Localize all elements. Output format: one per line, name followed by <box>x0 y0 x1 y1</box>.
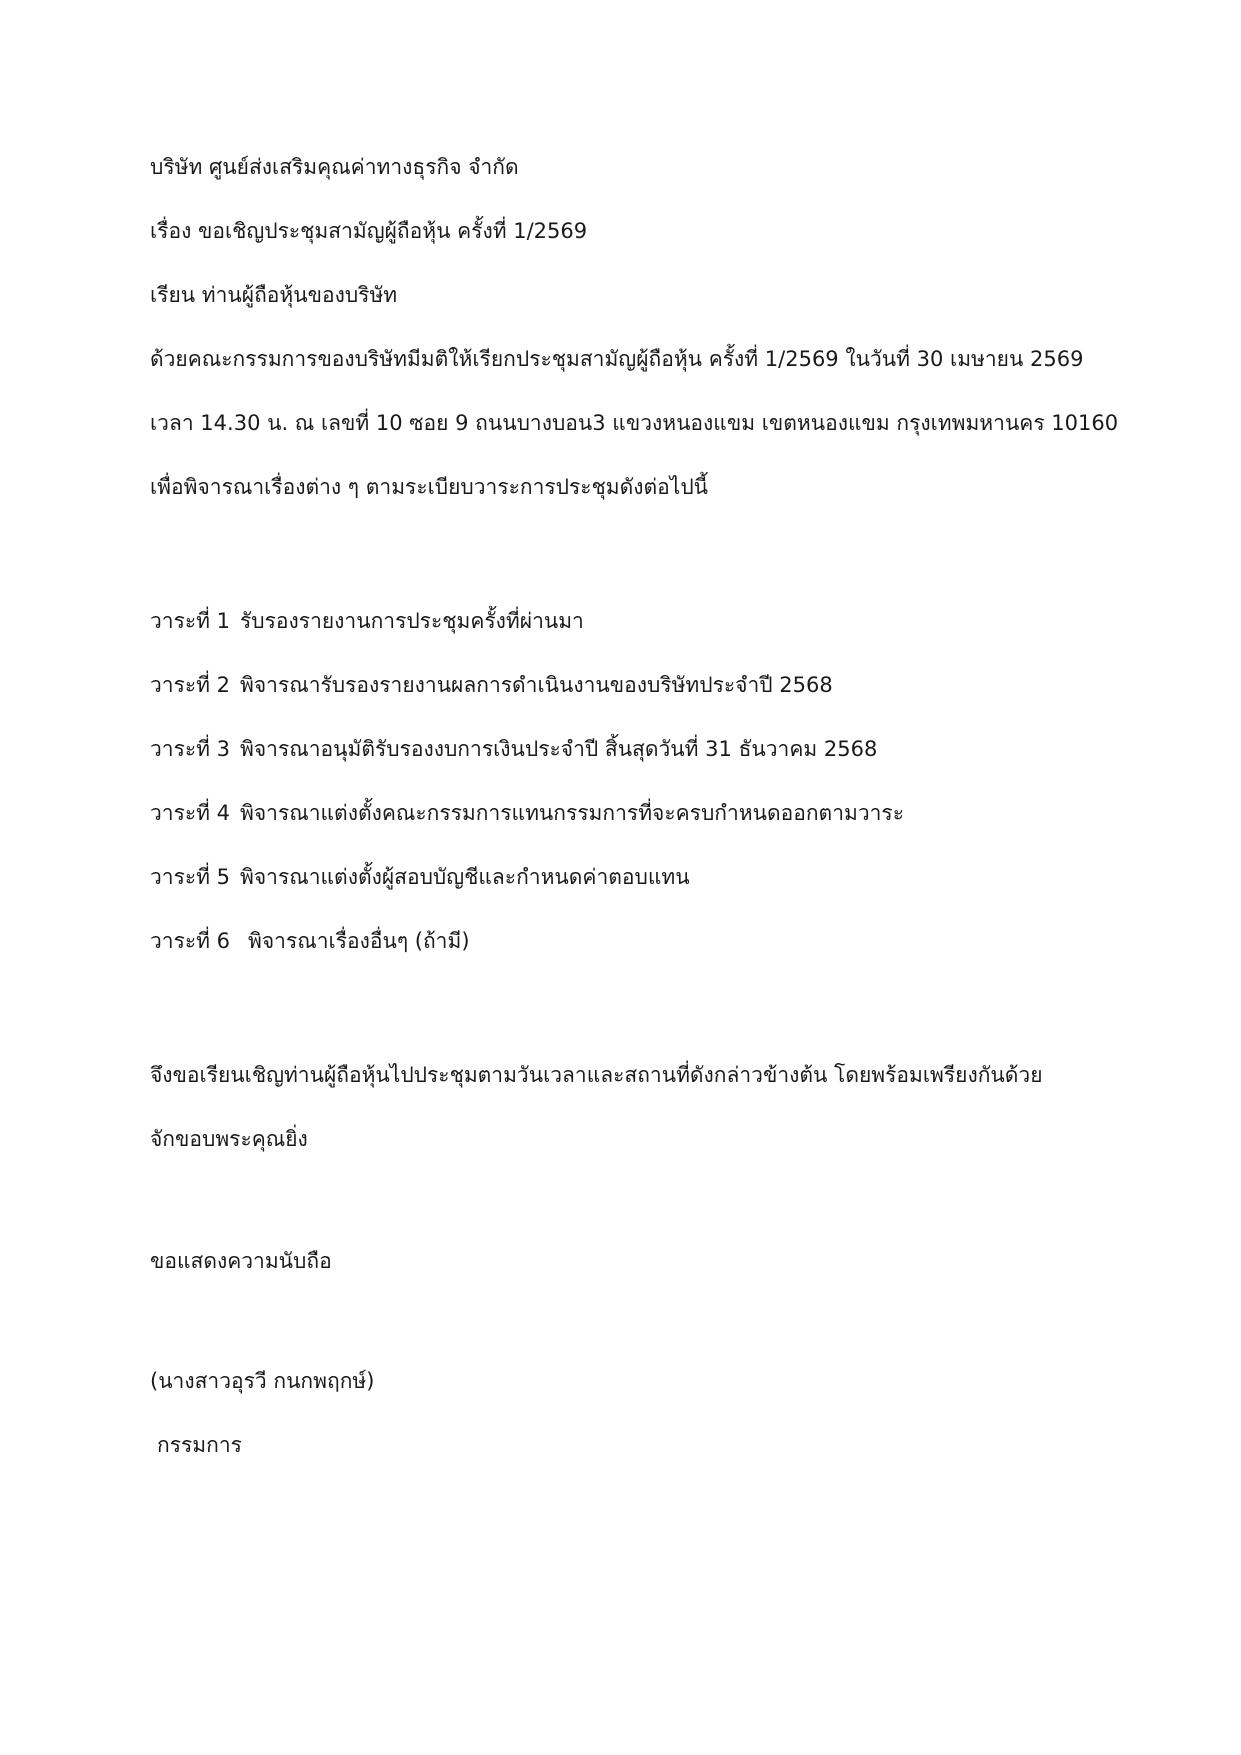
agenda-item-3 <box>150 734 877 764</box>
intro-line-1: ด้วยคณะกรรมการของบริษัทมีมติให้เรียกประชุมสามัญผู้ถือหุ้น ครั้งที่ 1/2569 ในวันที่ 30 เมษายน 2569 <box>150 347 1084 371</box>
agenda-item-4 <box>150 798 904 828</box>
closing-regards: ขอแสดงความนับถือ <box>150 1249 332 1273</box>
agenda-item-1-label: วาระที่ 1 <box>150 609 231 633</box>
agenda-item-5-label: วาระที่ 5 <box>150 865 231 889</box>
closing-invitation: จึงขอเรียนเชิญท่านผู้ถือหุ้นไปประชุมตามวันเวลาและสถานที่ดังกล่าวข้างต้น โดยพร้อมเพรียงกันด้วย <box>150 1063 1043 1087</box>
signatory-name: (นางสาวอุรวี กนกพฤกษ์) <box>150 1369 375 1393</box>
agenda-item-4-text: พิจารณาแต่งตั้งคณะกรรมการแทนกรรมการที่จะครบกำหนดออกตามวาระ <box>240 801 904 825</box>
company-name: บริษัท ศูนย์ส่งเสริมคุณค่าทางธุรกิจ จำกัด <box>150 155 519 179</box>
agenda-item-1 <box>150 606 584 636</box>
agenda-item-6-text: พิจารณาเรื่องอื่นๆ (ถ้ามี) <box>248 929 470 953</box>
agenda-item-6-label: วาระที่ 6 <box>150 929 231 953</box>
intro-line-3: เพื่อพิจารณาเรื่องต่าง ๆ ตามระเบียบวาระการประชุมดังต่อไปนี้ <box>150 475 709 499</box>
salutation-line: เรียน ท่านผู้ถือหุ้นของบริษัท <box>150 283 398 307</box>
agenda-item-5 <box>150 862 690 892</box>
signatory-position: กรรมการ <box>157 1433 242 1457</box>
agenda-item-5-text: พิจารณาแต่งตั้งผู้สอบบัญชีและกำหนดค่าตอบแทน <box>240 865 690 889</box>
agenda-item-2-text: พิจารณารับรองรายงานผลการดำเนินงานของบริษัทประจำปี 2568 <box>240 673 833 697</box>
intro-line-2: เวลา 14.30 น. ณ เลขที่ 10 ซอย 9 ถนนบางบอน3 แขวงหนองแขม เขตหนองแขม กรุงเทพมหานคร 10160 <box>150 411 1119 435</box>
agenda-item-3-text: พิจารณาอนุมัติรับรองงบการเงินประจำปี สิ้นสุดวันที่ 31 ธันวาคม 2568 <box>240 737 878 761</box>
agenda-item-3-label: วาระที่ 3 <box>150 737 231 761</box>
agenda-item-2 <box>150 670 833 700</box>
agenda-item-6 <box>150 926 470 956</box>
agenda-item-1-text: รับรองรายงานการประชุมครั้งที่ผ่านมา <box>240 609 584 633</box>
agenda-item-2-label: วาระที่ 2 <box>150 673 231 697</box>
closing-thanks: จักขอบพระคุณยิ่ง <box>150 1127 308 1151</box>
subject-line: เรื่อง ขอเชิญประชุมสามัญผู้ถือหุ้น ครั้งที่ 1/2569 <box>150 219 588 243</box>
agenda-item-4-label: วาระที่ 4 <box>150 801 231 825</box>
